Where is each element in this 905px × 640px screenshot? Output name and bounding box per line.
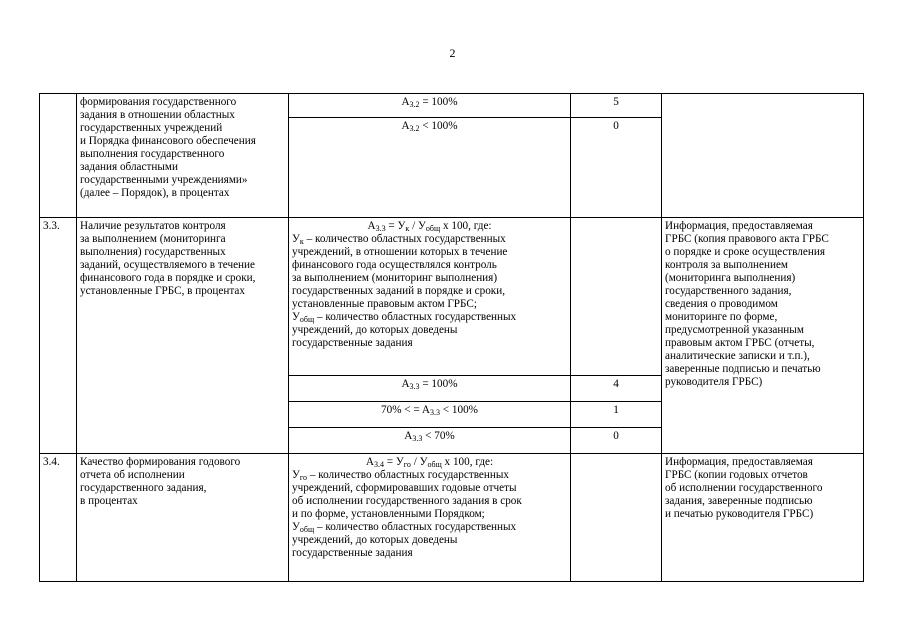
formula-definition-line: государственных заданий в порядке и сроки, [292, 285, 506, 297]
indicator-name-line: формирования государственного [80, 96, 237, 108]
info-source-line: руководителя ГРБС) [665, 376, 763, 388]
formula-definition-line: об исполнении государственного задания в срок [292, 495, 522, 507]
formula-definition-line: учреждений, в отношении которых в течение [292, 246, 508, 258]
points-cell: 5 [571, 94, 662, 118]
formula-definition-line: государственные задания [292, 547, 413, 559]
indicator-name-line: установленные ГРБС, в процентах [80, 285, 245, 297]
condition-cell [289, 118, 571, 218]
formula-definition-line: государственные задания [292, 337, 413, 349]
info-source-line: о порядке и сроке осуществления [665, 246, 825, 258]
info-source-cell [662, 218, 864, 454]
formula-definition: $У_{общ}$ – количество областных государственных [292, 521, 517, 534]
row-number-cell [40, 94, 77, 218]
indicator-name-line: за выполнением (мониторинга [80, 233, 226, 245]
info-source-line: заверенные подписью и печатью [665, 363, 821, 375]
formula-definition-line: финансового года осуществлялся контроль [292, 259, 497, 271]
formula-definition-line: за выполнением (мониторинг выполнения) [292, 272, 498, 284]
row-number-cell: 3.4. [40, 454, 77, 582]
indicator-name-line: Качество формирования годового [80, 456, 241, 468]
info-source-line: правовым актом ГРБС (отчеты, [665, 337, 815, 349]
formula-definition-line: установленные правовым актом ГРБС; [292, 298, 477, 310]
info-source-line: ГРБС (копия правового акта ГРБС [665, 233, 829, 245]
condition-cell [289, 94, 571, 118]
formula-cell [289, 218, 571, 376]
indicator-name-line: Наличие результатов контроля [80, 220, 226, 232]
indicator-name-line: задания областными [80, 161, 178, 173]
info-source-line: об исполнении государственного [665, 482, 823, 494]
indicator-name-line: и Порядка финансового обеспечения [80, 135, 256, 147]
condition-text: 70% < = $A_{3.3} < 100\%$ [381, 404, 478, 417]
info-source-line: контроля за выполнением [665, 259, 789, 271]
info-source-line: Информация, предоставляемая [665, 220, 813, 232]
points-cell: 0 [571, 428, 662, 454]
info-source-line: (мониторинга выполнения) [665, 272, 796, 284]
info-source-line: предусмотренной указанным [665, 324, 804, 336]
info-source-line: ГРБС (копии годовых отчетов [665, 469, 808, 481]
condition-text: $A_{3.2} = 100\%$ [401, 96, 458, 109]
indicator-name-line: (далее – Порядок), в процентах [80, 187, 230, 199]
condition-cell [289, 428, 571, 454]
indicator-name-line: финансового года в порядке и сроки, [80, 272, 256, 284]
condition-cell [289, 402, 571, 428]
formula-definition-line: учреждений, сформировавших годовые отчеты [292, 482, 517, 494]
indicator-name-line: заданий, осуществляемого в течение [80, 259, 255, 271]
page-number: 2 [449, 46, 456, 60]
info-source-line: мониторинге по форме, [665, 311, 778, 323]
formula-cell [289, 454, 571, 582]
indicator-name-cell [77, 94, 289, 218]
indicator-name-cell [77, 454, 289, 582]
indicator-name-line: отчета об исполнении [80, 469, 185, 481]
indicator-name-line: выполнения государственного [80, 148, 225, 160]
points-cell: 4 [571, 376, 662, 402]
row-number-cell: 3.3. [40, 218, 77, 454]
indicator-table [39, 93, 864, 582]
table-row [40, 454, 864, 582]
info-source-cell [662, 454, 864, 582]
condition-text: $A_{3.3} = 100\%$ [401, 378, 458, 391]
points-cell [571, 454, 662, 582]
indicator-name-line: выполнения) государственных [80, 246, 226, 258]
info-source-line: Информация, предоставляемая [665, 456, 813, 468]
indicator-name-cell [77, 218, 289, 454]
formula-definition: $У_{го}$ – количество областных государственных [292, 469, 509, 482]
points-cell: 0 [571, 118, 662, 218]
formula-definition: $У_к$ – количество областных государственных [292, 233, 506, 246]
indicator-name-line: государственных учреждений [80, 122, 223, 134]
condition-text: $A_{3.2} < 100\%$ [401, 120, 458, 133]
condition-text: $A_{3.3} < 70\%$ [404, 430, 455, 443]
info-source-line: аналитические записки и т.п.), [665, 350, 810, 362]
info-source-line: задания, заверенные подписью [665, 495, 813, 507]
formula-text: $A_{3.4} = У_{го} / У_{общ}$ х 100, где: [365, 456, 494, 469]
formula-definition-line: учреждений, до которых доведены [292, 534, 458, 546]
indicator-name-line: в процентах [80, 495, 138, 507]
table-row [40, 94, 864, 118]
info-source-line: сведения о проводимом [665, 298, 778, 310]
formula-definition-line: и по форме, установленными Порядком; [292, 508, 485, 520]
info-source-line: и печатью руководителя ГРБС) [665, 508, 814, 520]
info-source-line: государственного задания, [665, 285, 792, 297]
condition-cell [289, 376, 571, 402]
points-cell [571, 218, 662, 376]
indicator-name-line: задания в отношении областных [80, 109, 235, 121]
table-row [40, 218, 864, 376]
formula-definition-line: учреждений, до которых доведены [292, 324, 458, 336]
indicator-name-line: государственными учреждениями» [80, 174, 248, 186]
info-source-cell [662, 94, 864, 218]
formula-definition: $У_{общ}$ – количество областных государственных [292, 311, 517, 324]
points-cell: 1 [571, 402, 662, 428]
indicator-name-line: государственного задания, [80, 482, 207, 494]
formula-text: $A_{3.3} = У_к / У_{общ}$ х 100, где: [367, 220, 492, 233]
